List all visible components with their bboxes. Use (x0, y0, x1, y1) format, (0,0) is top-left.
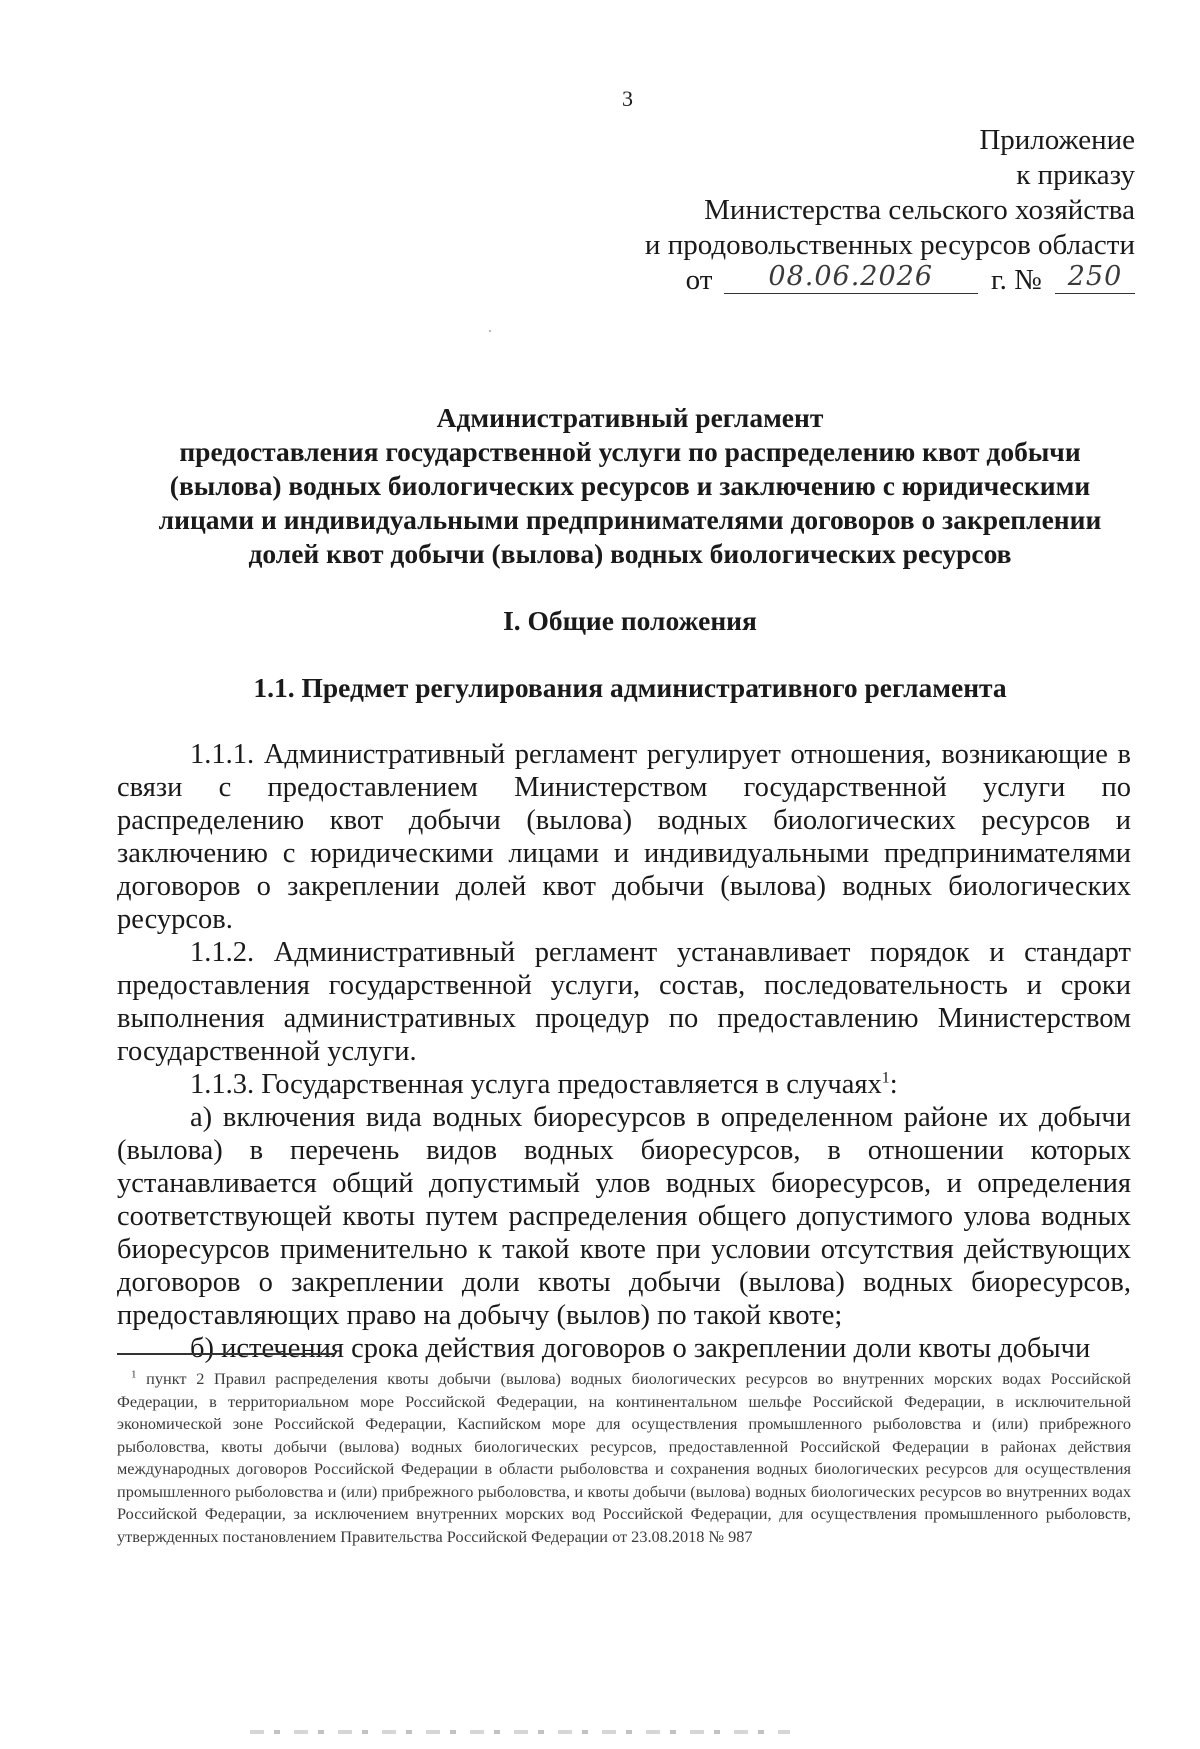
list-item-a: а) включения вида водных биоресурсов в определенном районе их добычи (вылова) в перечень видов водных биоресурсов, в отношении которых устанавливается общий допустимый улов водных биоресурсов, и определения соответствующей квоты путем распределения общего допустимого улова водных биоресурсов применительно к такой квоте при условии отсутствия действующих договоров о закреплении доли квоты добычи (вылова) водных биоресурсов, предоставляющих право на добычу (вылов) по такой квоте; (117, 1102, 1131, 1331)
title-line-4: лицами и индивидуальными предпринимателями договоров о закреплении (158, 504, 1102, 535)
section-heading: I. Общие положения (503, 605, 757, 636)
document-title (140, 401, 1120, 571)
appendix-line-4: и продовольственных ресурсов области (644, 229, 1135, 261)
title-line-3: (вылова) водных биологических ресурсов и заключению с юридическими (169, 470, 1091, 501)
footnote-reference: 1 (881, 1069, 890, 1087)
footnote-divider (117, 1353, 335, 1355)
from-label: от (685, 264, 713, 296)
title-line-5: долей квот добычи (вылова) водных биологических ресурсов (248, 538, 1012, 569)
paragraph-1-1-3-colon: : (889, 1069, 898, 1100)
footnote (117, 1368, 1131, 1548)
list-item-b: б) истечения срока действия договоров о закреплении доли квоты добычи (190, 1333, 1091, 1364)
subsection-heading: 1.1. Предмет регулирования административного регламента (253, 672, 1007, 703)
paragraph-1-1-3 (117, 1068, 1131, 1101)
appendix-block (645, 123, 1135, 298)
order-date-handwritten: 08.06.2026 (768, 261, 933, 292)
footnote-text: пункт 2 Правил распределения квоты добычи (вылова) водных биологических ресурсов во внутренних морских водах Российской Федерации, в территориальном море Российской Федерации, на континентальном шельфе Российской Федерации, в исключительной экономической зоне Российской Федерации, Каспийском море для осуществления промышленного рыболовства и (или) прибрежного рыболовства, квоты добычи (вылова) водных биологических ресурсов, предоставленной Российской Федерации в районах действия международных договоров Российской Федерации в области рыболовства и сохранения водных биологических ресурсов для осуществления промышленного рыболовства и (или) прибрежного рыболовства, и квоты добычи (вылова) водных биологических ресурсов во внутренних водах Российской Федерации, за исключением внутренних морских вод Российской Федерации, для осуществления промышленного рыболовств, утвержденных постановлением Правительства Российской Федерации от 23.08.2018 № 987 (117, 1369, 1131, 1546)
footnote-marker: 1 (131, 1368, 137, 1381)
appendix-line-2: к приказу (1016, 159, 1135, 191)
title-line-2: предоставления государственной услуги по распределению квот добычи (179, 436, 1081, 467)
page-number: 3 (622, 86, 633, 111)
paragraph-1-1-3-text: 1.1.3. Государственная услуга предоставляется в случаях (190, 1069, 882, 1100)
order-number-handwritten: 250 (1067, 261, 1123, 292)
appendix-date-number-row (645, 263, 1135, 298)
title-line-1: Административный регламент (436, 402, 824, 433)
appendix-line-1: Приложение (979, 124, 1135, 156)
year-number-label: г. № (990, 264, 1042, 296)
appendix-line-3: Министерства сельского хозяйства (704, 194, 1135, 226)
order-date-field (724, 263, 978, 294)
order-number-field (1055, 263, 1135, 294)
scan-artifact-bottom (250, 1730, 790, 1734)
paragraph-1-1-2: 1.1.2. Административный регламент устанавливает порядок и стандарт предоставления государственной услуги, состав, последовательность и сроки выполнения административных процедур по предоставлению Министерством государственной услуги. (117, 937, 1131, 1067)
paragraph-1-1-1: 1.1.1. Административный регламент регулирует отношения, возникающие в связи с предоставлением Министерством государственной услуги по распределению квот добычи (вылова) водных биологических ресурсов и заключению с юридическими лицами и индивидуальными предпринимателями договоров о закреплении долей квот добычи (вылова) водных биологических ресурсов. (117, 739, 1131, 935)
scan-artifact (489, 330, 491, 332)
body-text (117, 738, 1131, 1365)
